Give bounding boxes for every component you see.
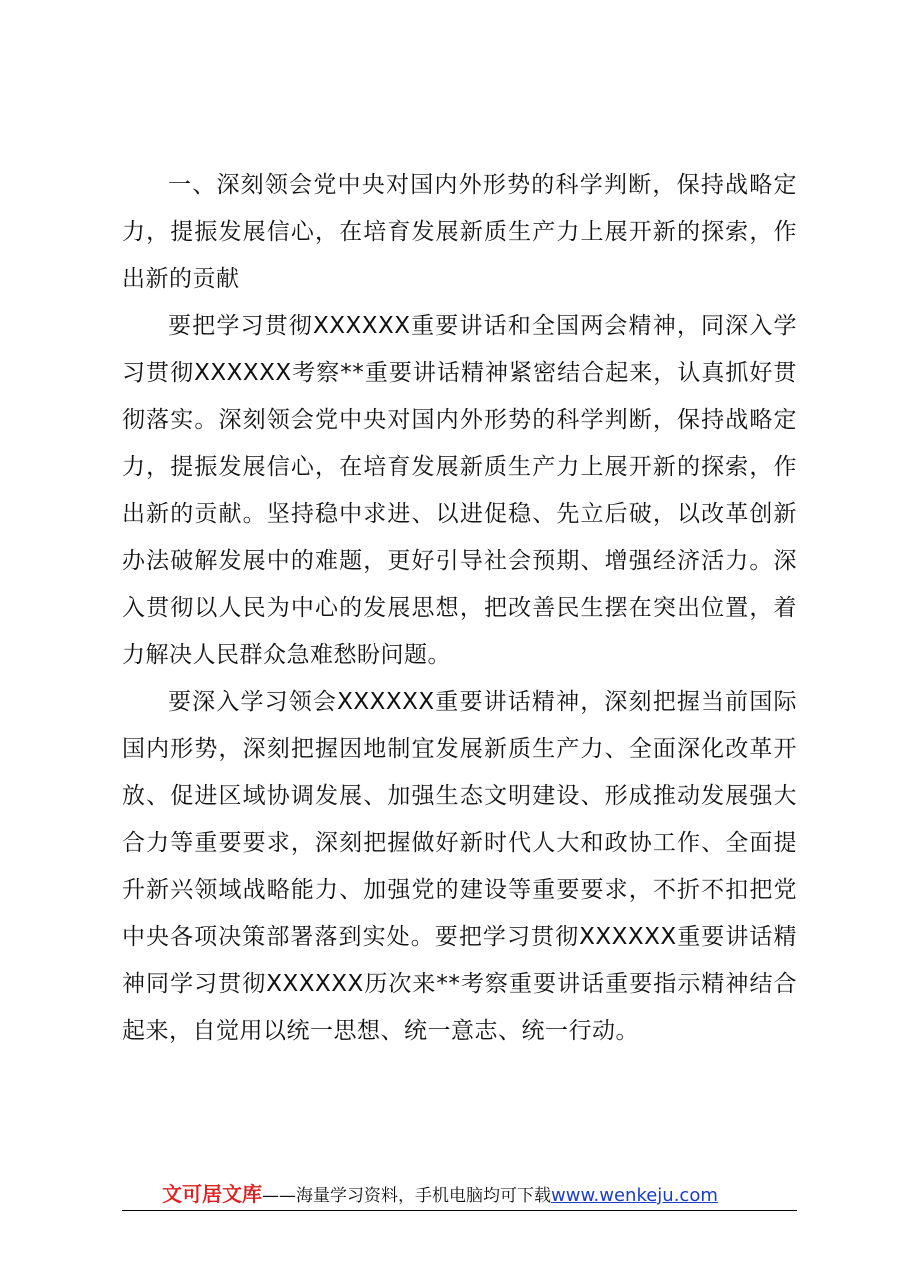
footer-brand: 文可居文库	[162, 1182, 262, 1206]
document-body	[122, 162, 797, 1055]
footer-slogan: ——海量学习资料，手机电脑均可下载	[262, 1186, 551, 1206]
footer-website-link[interactable]: www.wenkeju.com	[551, 1185, 718, 1206]
body-paragraph-2: 要深入学习领会XXXXXX重要讲话精神，深刻把握当前国际国内形势，深刻把握因地制宜发展新质生产力、全面深化改革开放、促进区域协调发展、加强生态文明建设、形成推动发展强大合力等重要要求，深刻把握做好新时代人大和政协工作、全面提升新兴领域战略能力、加强党的建设等重要要求，不折不扣把党中央各项决策部署落到实处。要把学习贯彻XXXXXX重要讲话精神同学习贯彻XXXXXX历次来**考察重要讲话重要指示精神结合起来，自觉用以统一思想、统一意志、统一行动。	[122, 689, 797, 1044]
section-heading: 一、深刻领会党中央对国内外形势的科学判断，保持战略定力，提振发展信心，在培育发展新质生产力上展开新的探索，作出新的贡献	[122, 172, 797, 292]
page-footer	[122, 1180, 797, 1220]
footer-banner	[162, 1182, 718, 1208]
body-paragraph-1: 要把学习贯彻XXXXXX重要讲话和全国两会精神，同深入学习贯彻XXXXXX考察**重要讲话精神紧密结合起来，认真抓好贯彻落实。深刻领会党中央对国内外形势的科学判断，保持战略定力，提振发展信心，在培育发展新质生产力上展开新的探索，作出新的贡献。坚持稳中求进、以进促稳、先立后破，以改革创新办法破解发展中的难题，更好引导社会预期、增强经济活力。深入贯彻以人民为中心的发展思想，把改善民生摆在突出位置，着力解决人民群众急难愁盼问题。	[122, 313, 797, 668]
footer-divider	[122, 1210, 797, 1211]
